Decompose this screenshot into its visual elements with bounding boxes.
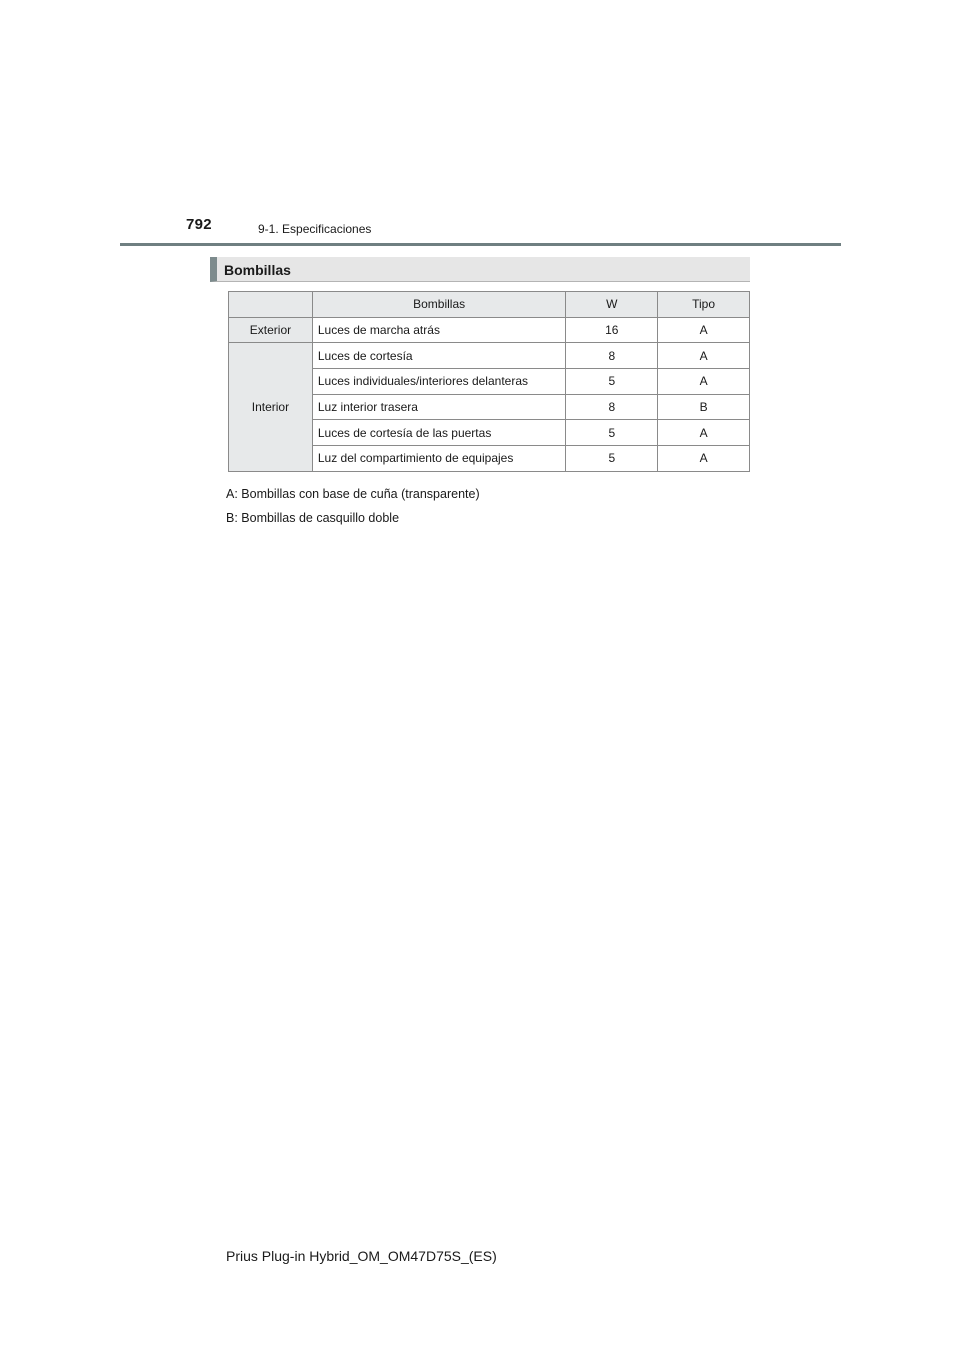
footer-document-id: Prius Plug-in Hybrid_OM_OM47D75S_(ES) — [226, 1248, 497, 1264]
bulb-type: A — [658, 369, 750, 395]
bulb-type: A — [658, 343, 750, 369]
table-header-row — [229, 292, 750, 318]
category-interior: Interior — [229, 343, 313, 471]
bulb-type: A — [658, 446, 750, 472]
category-exterior: Exterior — [229, 317, 313, 343]
bulb-name: Luces de cortesía — [312, 343, 566, 369]
section-title: Bombillas — [224, 262, 291, 278]
header-category — [229, 292, 313, 318]
note-type-a: A: Bombillas con base de cuña (transparente) — [226, 487, 480, 501]
bulb-watts: 8 — [566, 343, 658, 369]
section-heading — [210, 257, 750, 282]
bulb-name: Luces individuales/interiores delanteras — [312, 369, 566, 395]
bulb-name: Luces de cortesía de las puertas — [312, 420, 566, 446]
note-type-b: B: Bombillas de casquillo doble — [226, 511, 400, 525]
bulb-name: Luces de marcha atrás — [312, 317, 566, 343]
bulb-watts: 16 — [566, 317, 658, 343]
table-row — [229, 317, 750, 343]
header-type: Tipo — [658, 292, 750, 318]
page-number: 792 — [186, 216, 212, 233]
bulb-watts: 5 — [566, 420, 658, 446]
bulb-name: Luz interior trasera — [312, 394, 566, 420]
bulb-watts: 5 — [566, 369, 658, 395]
header-bulbs: Bombillas — [312, 292, 566, 318]
bulb-type: A — [658, 317, 750, 343]
bulb-name: Luz del compartimiento de equipajes — [312, 446, 566, 472]
header-rule — [120, 243, 841, 246]
bulb-type: A — [658, 420, 750, 446]
header-watts: W — [566, 292, 658, 318]
bulbs-table — [228, 291, 750, 472]
bulb-type: B — [658, 394, 750, 420]
bulb-watts: 8 — [566, 394, 658, 420]
table-row — [229, 343, 750, 369]
bulb-watts: 5 — [566, 446, 658, 472]
chapter-title: 9-1. Especificaciones — [258, 222, 372, 236]
